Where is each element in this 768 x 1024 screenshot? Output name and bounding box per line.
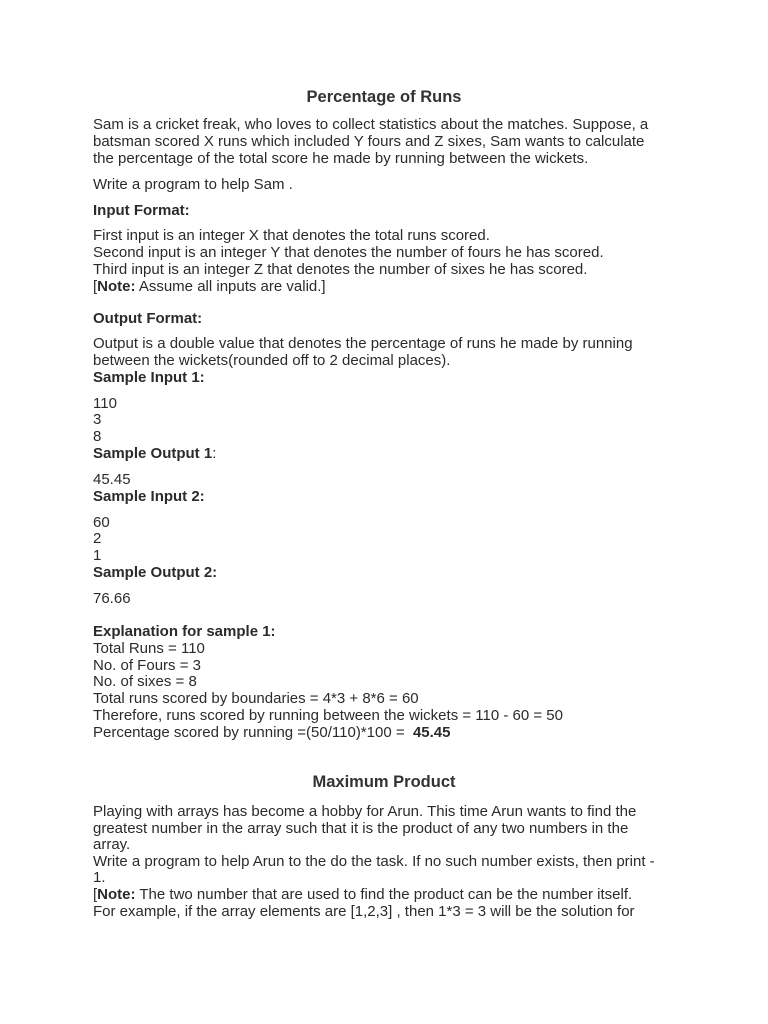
sample-input-1-value: 3 [93,411,102,428]
intro-line: greatest number in the array such that it is the product of any two numbers in the [93,820,629,837]
sample-input-2-heading: Sample Input 2: [93,488,205,505]
intro-line: Playing with arrays has become a hobby for Arun. This time Arun wants to find the [93,803,637,820]
explanation-heading: Explanation for sample 1: [93,623,276,640]
output-format-line: between the wickets(rounded off to 2 decimal places). [93,352,451,369]
sample-input-1-heading: Sample Input 1: [93,369,205,386]
note-label: Note: [97,886,136,903]
example-line: For example, if the array elements are [1,2,3] , then 1*3 = 3 will be the solution for [93,903,635,920]
explanation-line: Total runs scored by boundaries = 4*3 + 8*6 = 60 [93,690,419,707]
explanation-result-line [93,724,450,741]
sample-output-2-heading: Sample Output 2: [93,564,218,581]
sample-input-2-value: 60 [93,514,110,531]
section-title-percentage-of-runs: Percentage of Runs [306,88,462,106]
note-text: Assume all inputs are valid.] [135,278,326,295]
note-label: Note: [97,278,136,295]
sample-input-2-value: 2 [93,530,102,547]
sample-output-1-heading [93,445,216,462]
note-line [93,886,632,903]
intro-line: the percentage of the total score he made by running between the wickets. [93,150,589,167]
explanation-line: No. of sixes = 8 [93,673,197,690]
intro-line: Write a program to help Arun to the do the task. If no such number exists, then print - [93,853,655,870]
intro-line: 1. [93,869,106,886]
task-line: Write a program to help Sam . [93,176,293,193]
intro-line: batsman scored X runs which included Y fours and Z sixes, Sam wants to calculate [93,133,645,150]
explanation-line: Therefore, runs scored by running between the wickets = 110 - 60 = 50 [93,707,563,724]
explanation-result-value: 45.45 [412,724,451,741]
input-format-line: First input is an integer X that denotes the total runs scored. [93,227,490,244]
explanation-result-prefix: Percentage scored by running =(50/110)*100 = [93,724,413,741]
intro-line: array. [93,836,131,853]
note-bracket: [ [93,278,98,295]
note-text: The two number that are used to find the product can be the number itself. [135,886,633,903]
input-format-line: Third input is an integer Z that denotes the number of sixes he has scored. [93,261,588,278]
sample-input-1-value: 8 [93,428,102,445]
intro-line: Sam is a cricket freak, who loves to collect statistics about the matches. Suppose, a [93,116,649,133]
sample-output-2-value: 76.66 [93,590,131,607]
output-format-heading: Output Format: [93,310,203,327]
sample-input-1-value: 110 [93,395,117,412]
note-bracket: [ [93,886,98,903]
sample-output-1-label: Sample Output 1 [93,445,213,462]
sample-output-1-value: 45.45 [93,471,131,488]
sample-input-2-value: 1 [93,547,102,564]
sample-output-1-colon: : [212,445,217,462]
output-format-line: Output is a double value that denotes the percentage of runs he made by running [93,335,633,352]
section-title-maximum-product: Maximum Product [312,773,456,791]
explanation-line: Total Runs = 110 [93,640,205,657]
explanation-line: No. of Fours = 3 [93,657,201,674]
input-format-line: Second input is an integer Y that denotes the number of fours he has scored. [93,244,604,261]
note-line [93,278,326,295]
input-format-heading: Input Format: [93,202,190,219]
